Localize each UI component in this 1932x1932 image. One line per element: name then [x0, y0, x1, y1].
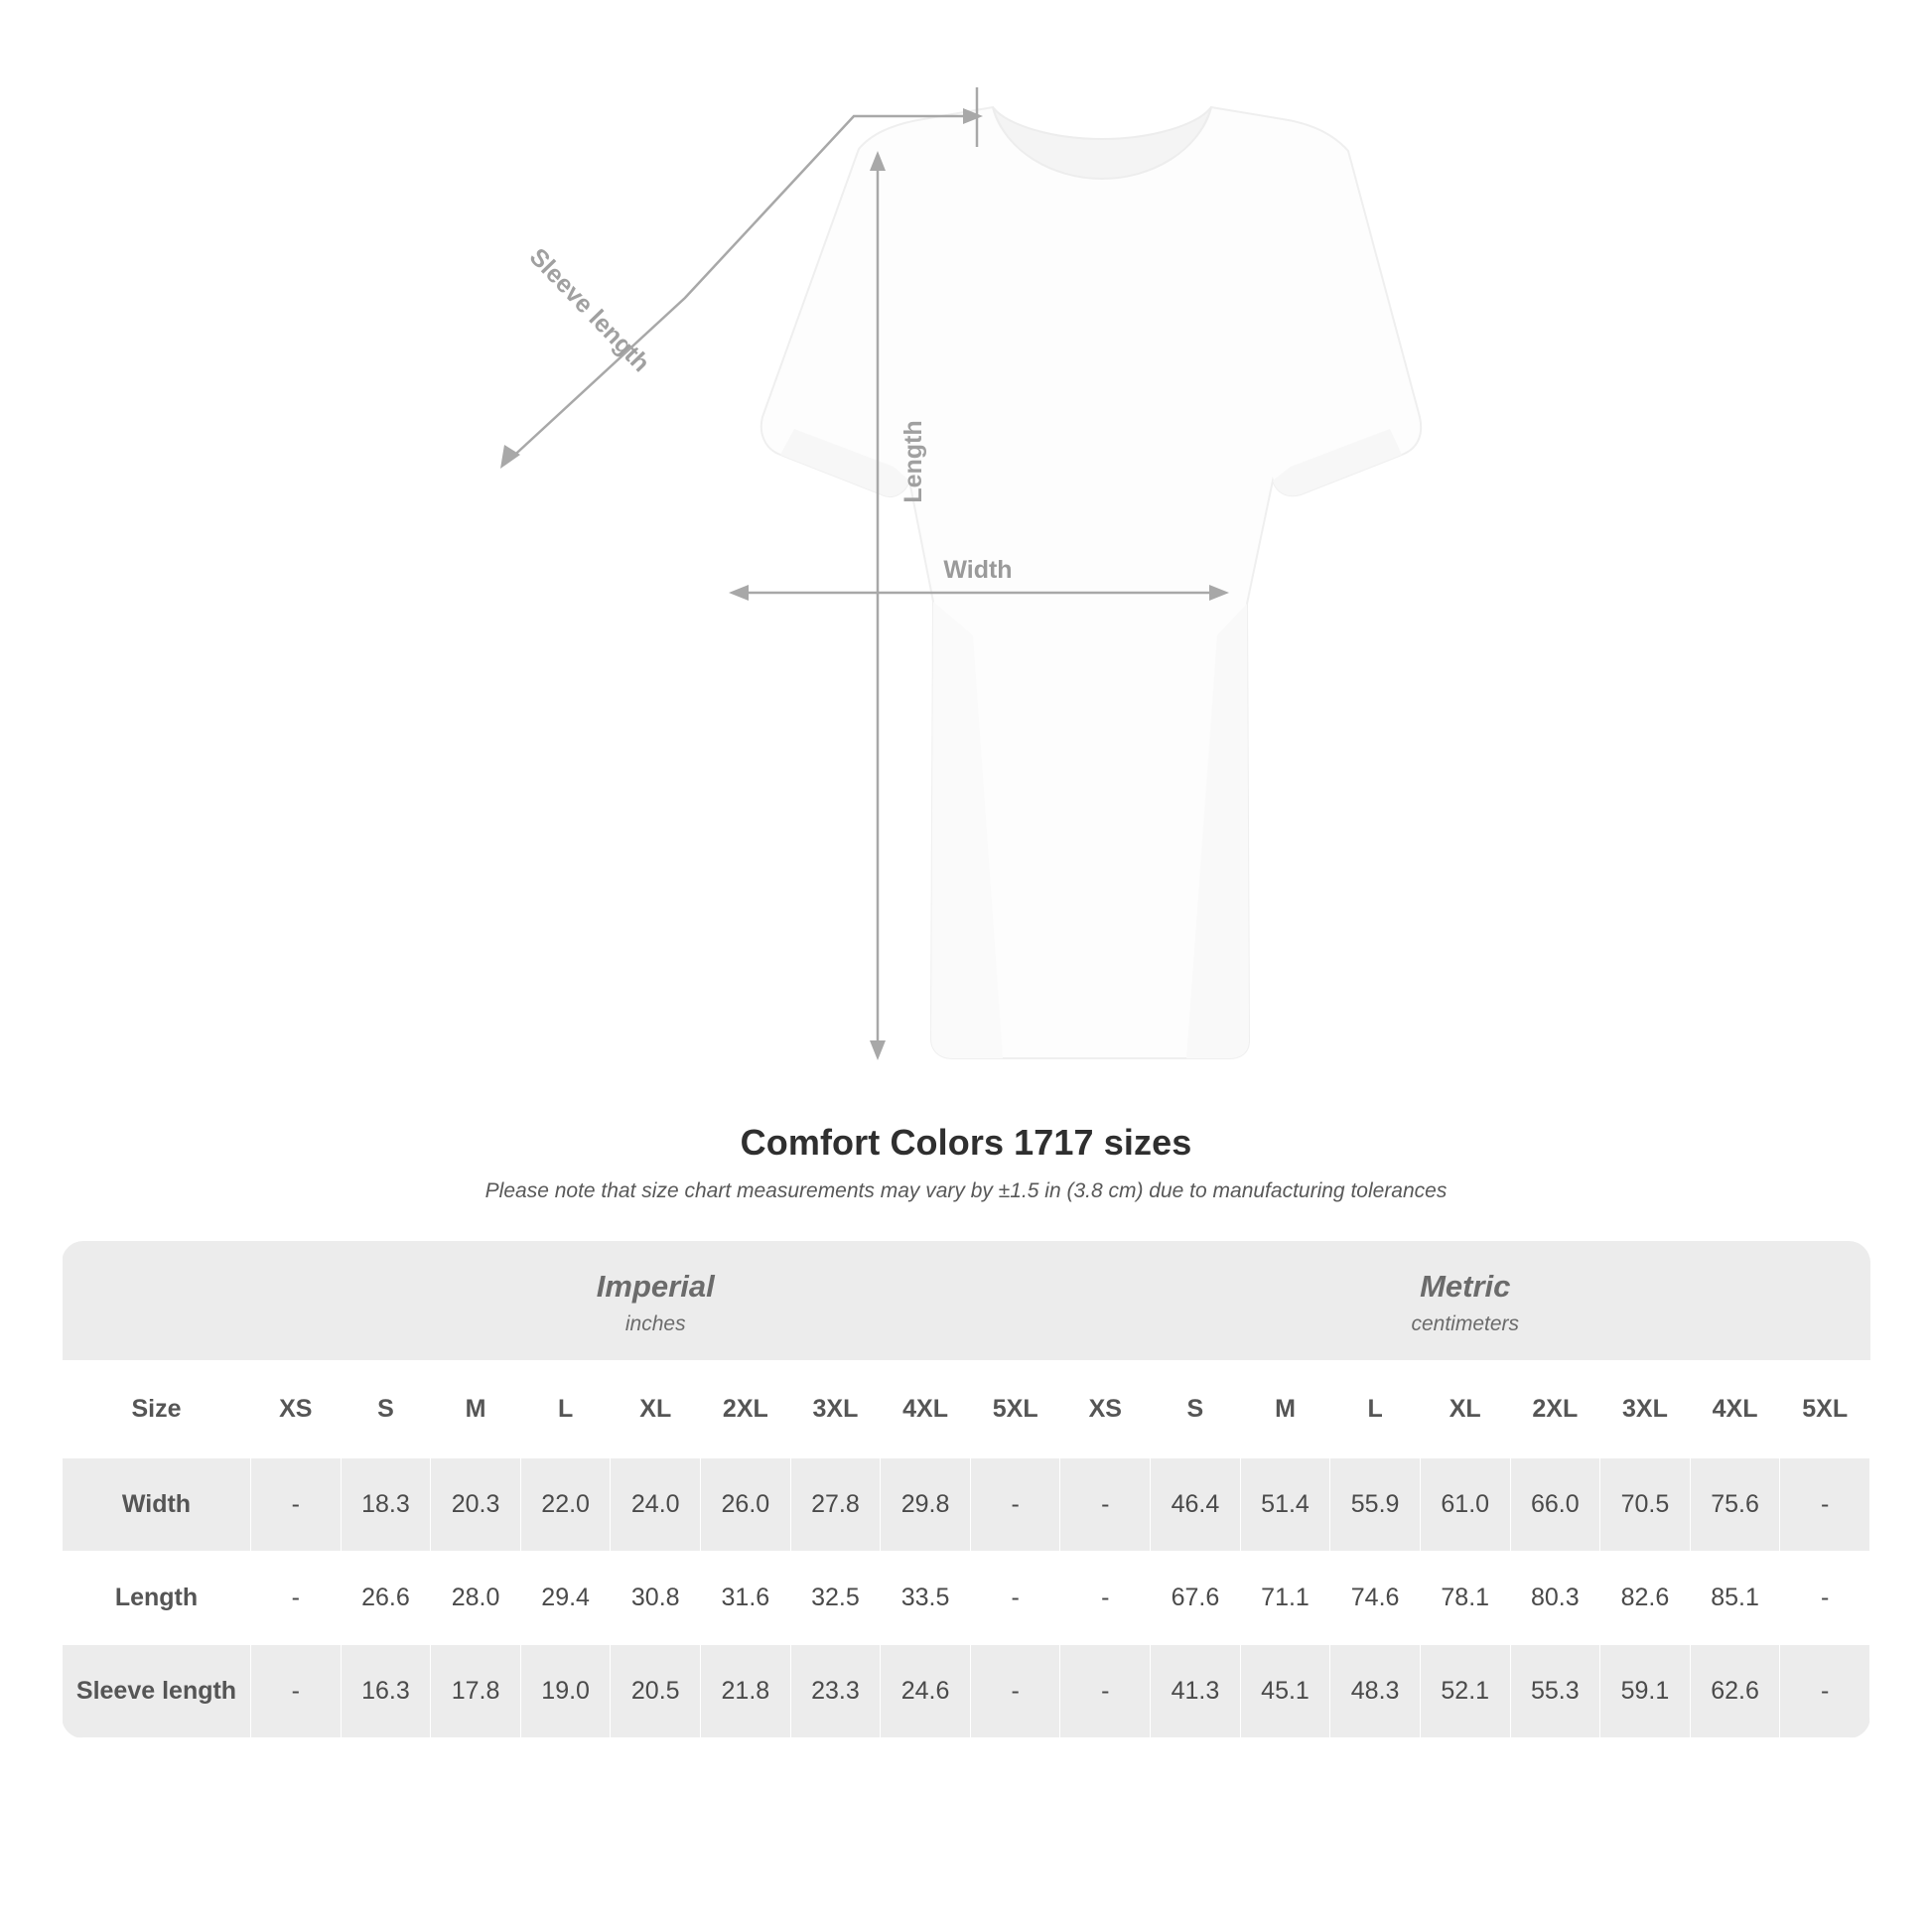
cell-width-metric-3xl: 70.5 — [1600, 1458, 1691, 1552]
header-imperial-xs: XS — [251, 1361, 342, 1458]
table-row — [63, 1458, 1870, 1552]
cell-sleeve-metric-s: 41.3 — [1151, 1645, 1241, 1738]
cell-sleeve-metric-m: 45.1 — [1240, 1645, 1330, 1738]
cell-width-metric-s: 46.4 — [1151, 1458, 1241, 1552]
size-table — [62, 1241, 1870, 1738]
cell-length-metric-5xl: - — [1780, 1552, 1870, 1645]
header-metric-xl: XL — [1420, 1361, 1510, 1458]
cell-length-imperial-2xl: 31.6 — [701, 1552, 791, 1645]
cell-length-metric-3xl: 82.6 — [1600, 1552, 1691, 1645]
cell-sleeve-metric-4xl: 62.6 — [1690, 1645, 1780, 1738]
label-length: Length — [899, 420, 927, 503]
cell-sleeve-metric-2xl: 55.3 — [1510, 1645, 1600, 1738]
cell-width-metric-xs: - — [1060, 1458, 1151, 1552]
cell-sleeve-metric-3xl: 59.1 — [1600, 1645, 1691, 1738]
unit-cell-metric — [1060, 1241, 1870, 1361]
header-imperial-xl: XL — [611, 1361, 701, 1458]
cell-sleeve-imperial-2xl: 21.8 — [701, 1645, 791, 1738]
cell-sleeve-imperial-4xl: 24.6 — [881, 1645, 971, 1738]
cell-width-imperial-l: 22.0 — [520, 1458, 611, 1552]
cell-length-metric-l: 74.6 — [1330, 1552, 1421, 1645]
header-metric-s: S — [1151, 1361, 1241, 1458]
cell-width-imperial-m: 20.3 — [431, 1458, 521, 1552]
cell-length-metric-2xl: 80.3 — [1510, 1552, 1600, 1645]
cell-sleeve-imperial-3xl: 23.3 — [790, 1645, 881, 1738]
header-imperial-l: L — [520, 1361, 611, 1458]
cell-width-imperial-3xl: 27.8 — [790, 1458, 881, 1552]
header-imperial-4xl: 4XL — [881, 1361, 971, 1458]
header-metric-3xl: 3XL — [1600, 1361, 1691, 1458]
header-size: Size — [63, 1361, 251, 1458]
unit-row-spacer — [63, 1241, 251, 1361]
chart-title: Comfort Colors 1717 sizes — [740, 1122, 1192, 1163]
cell-sleeve-metric-l: 48.3 — [1330, 1645, 1421, 1738]
label-width: Width — [943, 556, 1013, 584]
cell-length-imperial-s: 26.6 — [341, 1552, 431, 1645]
cell-width-imperial-xl: 24.0 — [611, 1458, 701, 1552]
tshirt-shape — [761, 107, 1421, 1058]
size-header-row — [63, 1361, 1870, 1458]
unit-system-row — [63, 1241, 1870, 1361]
header-metric-5xl: 5XL — [1780, 1361, 1870, 1458]
cell-length-metric-xl: 78.1 — [1420, 1552, 1510, 1645]
cell-width-metric-xl: 61.0 — [1420, 1458, 1510, 1552]
unit-sub-metric: centimeters — [1411, 1312, 1520, 1335]
cell-length-metric-xs: - — [1060, 1552, 1151, 1645]
row-label-width: Width — [63, 1458, 251, 1552]
header-imperial-5xl: 5XL — [970, 1361, 1060, 1458]
cell-width-imperial-5xl: - — [970, 1458, 1060, 1552]
cell-width-imperial-2xl: 26.0 — [701, 1458, 791, 1552]
cell-width-metric-l: 55.9 — [1330, 1458, 1421, 1552]
header-imperial-3xl: 3XL — [790, 1361, 881, 1458]
header-metric-4xl: 4XL — [1690, 1361, 1780, 1458]
header-metric-m: M — [1240, 1361, 1330, 1458]
table-row — [63, 1645, 1870, 1738]
cell-sleeve-metric-5xl: - — [1780, 1645, 1870, 1738]
cell-length-metric-s: 67.6 — [1151, 1552, 1241, 1645]
cell-width-imperial-4xl: 29.8 — [881, 1458, 971, 1552]
cell-sleeve-imperial-xl: 20.5 — [611, 1645, 701, 1738]
cell-width-metric-5xl: - — [1780, 1458, 1870, 1552]
header-metric-xs: XS — [1060, 1361, 1151, 1458]
row-label-sleeve-length: Sleeve length — [63, 1645, 251, 1738]
cell-length-metric-4xl: 85.1 — [1690, 1552, 1780, 1645]
unit-name-imperial: Imperial — [596, 1269, 715, 1304]
cell-width-metric-2xl: 66.0 — [1510, 1458, 1600, 1552]
header-imperial-2xl: 2XL — [701, 1361, 791, 1458]
cell-length-imperial-xs: - — [251, 1552, 342, 1645]
header-metric-l: L — [1330, 1361, 1421, 1458]
cell-width-metric-4xl: 75.6 — [1690, 1458, 1780, 1552]
cell-width-imperial-s: 18.3 — [341, 1458, 431, 1552]
cell-sleeve-imperial-l: 19.0 — [520, 1645, 611, 1738]
chart-note: Please note that size chart measurements may vary by ±1.5 in (3.8 cm) due to manufacturing tolerances — [484, 1179, 1448, 1202]
cell-length-imperial-3xl: 32.5 — [790, 1552, 881, 1645]
table-row — [63, 1552, 1870, 1645]
unit-name-metric: Metric — [1420, 1269, 1511, 1304]
unit-sub-imperial: inches — [624, 1312, 686, 1335]
cell-sleeve-imperial-xs: - — [251, 1645, 342, 1738]
cell-width-metric-m: 51.4 — [1240, 1458, 1330, 1552]
size-table-wrapper — [62, 1241, 1870, 1738]
cell-length-imperial-4xl: 33.5 — [881, 1552, 971, 1645]
cell-length-imperial-m: 28.0 — [431, 1552, 521, 1645]
cell-sleeve-imperial-5xl: - — [970, 1645, 1060, 1738]
cell-sleeve-imperial-m: 17.8 — [431, 1645, 521, 1738]
cell-sleeve-imperial-s: 16.3 — [341, 1645, 431, 1738]
cell-length-metric-m: 71.1 — [1240, 1552, 1330, 1645]
unit-cell-imperial — [251, 1241, 1060, 1361]
cell-sleeve-metric-xs: - — [1060, 1645, 1151, 1738]
row-label-length: Length — [63, 1552, 251, 1645]
cell-length-imperial-5xl: - — [970, 1552, 1060, 1645]
label-sleeve-length: Sleeve length — [523, 242, 655, 378]
cell-length-imperial-l: 29.4 — [520, 1552, 611, 1645]
cell-length-imperial-xl: 30.8 — [611, 1552, 701, 1645]
cell-sleeve-metric-xl: 52.1 — [1420, 1645, 1510, 1738]
chart-title-block — [0, 1122, 1932, 1203]
header-imperial-m: M — [431, 1361, 521, 1458]
header-imperial-s: S — [341, 1361, 431, 1458]
cell-width-imperial-xs: - — [251, 1458, 342, 1552]
header-metric-2xl: 2XL — [1510, 1361, 1600, 1458]
